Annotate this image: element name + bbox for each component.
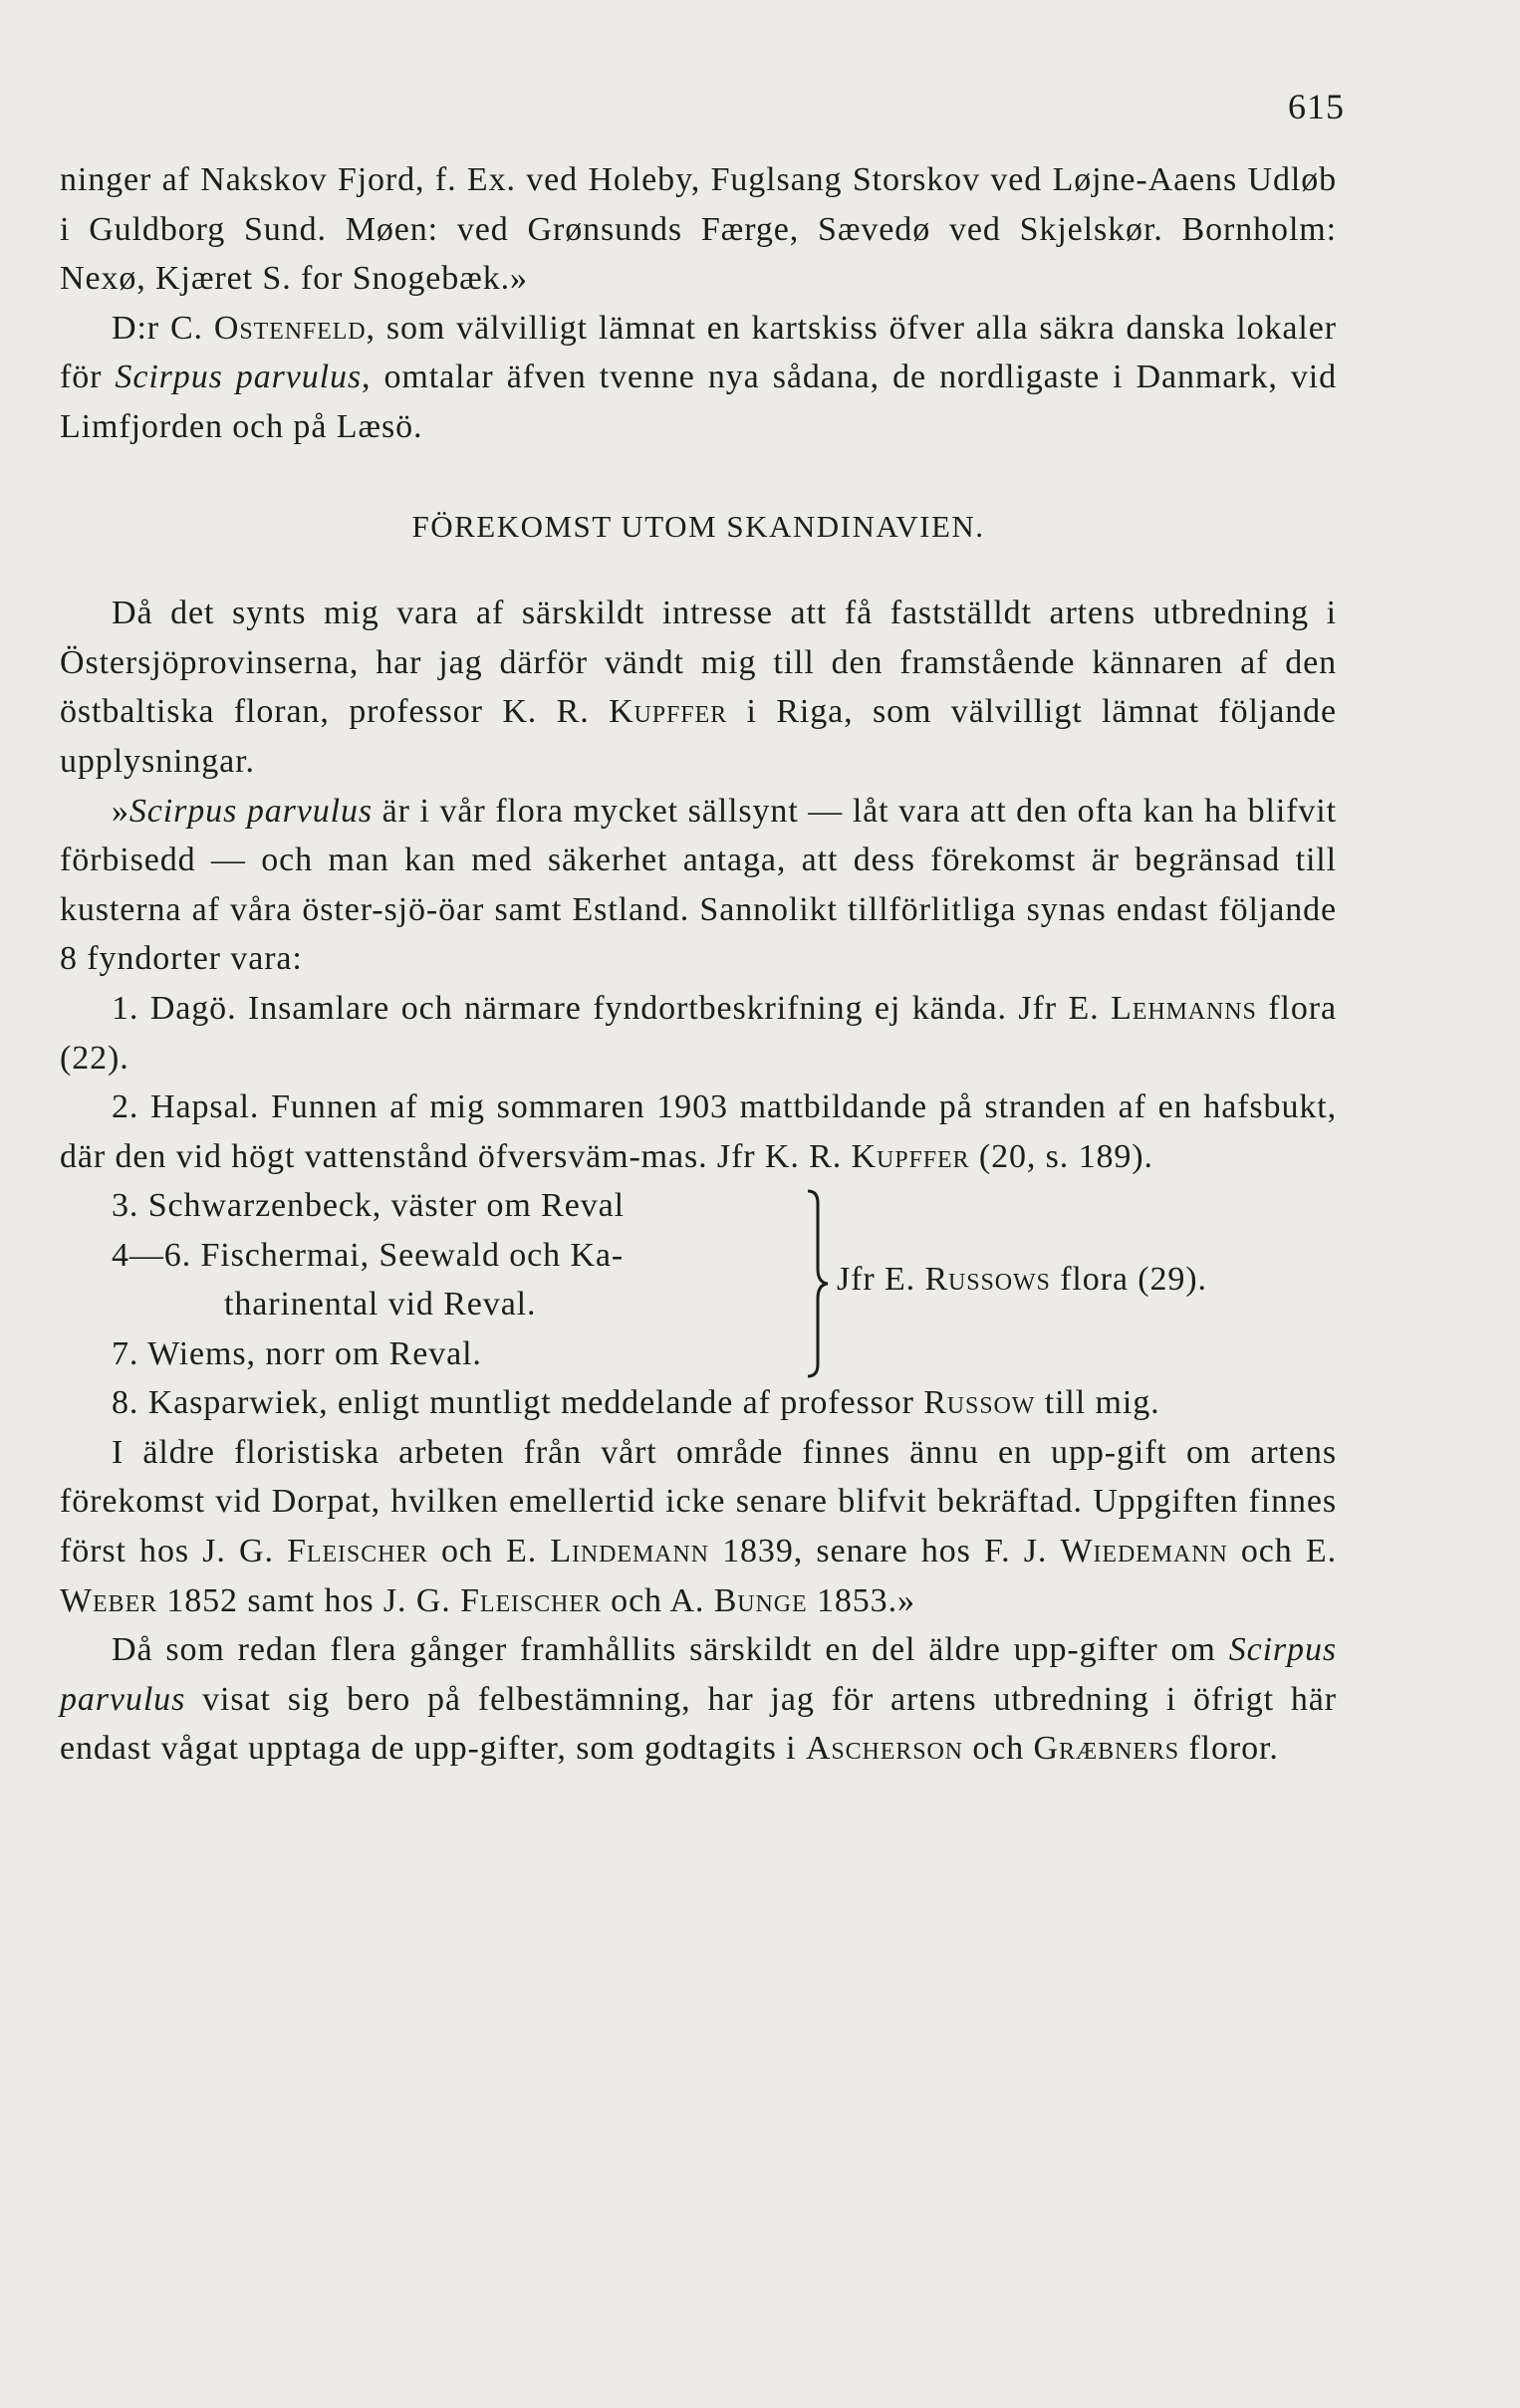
author-name: Kupffer — [851, 1137, 970, 1175]
reference-russow: Jfr E. Russows flora (29). — [837, 1261, 1207, 1299]
body-text — [60, 155, 1337, 1774]
paragraph-quote-start: »Scirpus parvulus är i vår flora mycket sällsynt — låt vara att den ofta kan ha blifvit förbisedd — och man kan med säkerhet antaga, att dess förekomst är begränsad till kusterna af våra öster-sjö-öar samt Estland. Sannolikt tillförlitliga synas endast följande 8 fyndorter vara: — [60, 792, 1337, 978]
author-name: Kupffer — [609, 693, 727, 731]
paragraph-dorpat: I äldre floristiska arbeten från vårt område finnes ännu en upp-gift om artens förekomst vid Dorpat, hvilken emellertid icke senare blifvit bekräftad. Uppgiften finnes först hos J. G. Fleischer och E. Lindemann 1839, senare hos F. J. Wiedemann och E. Weber 1852 samt hos J. G. Fleischer och A. Bunge 1853.» — [60, 1433, 1338, 1619]
author-name: Russow — [923, 1384, 1036, 1422]
species-name: Scirpus parvulus — [128, 792, 374, 830]
list-item-1: 1. Dagö. Insamlare och närmare fyndortbeskrifning ej kända. Jfr E. Lehmanns flora (22). — [60, 989, 1337, 1077]
list-item-7: 7. Wiems, norr om Reval. — [112, 1335, 482, 1373]
paragraph-conclusion: Då som redan flera gånger framhållits särskildt en del äldre upp-gifter om Scirpus parvulus visat sig bero på felbestämning, har jag för artens utbredning i öfrigt här endast vågat upptaga de upp-gifter, som godtagits i Ascherson och Græbners floror. — [60, 1631, 1337, 1768]
list-items-3-7-group — [60, 1181, 1337, 1378]
list-item-4-6-cont: tharinental vid Reval. — [224, 1286, 537, 1324]
species-name: Scirpus parvulus — [60, 1631, 1337, 1718]
right-brace-icon — [804, 1189, 834, 1378]
author-name: Lehmanns — [1111, 989, 1257, 1027]
list-item-2: 2. Hapsal. Funnen af mig sommaren 1903 mattbildande på stranden af en hafsbukt, där den vid högt vattenstånd öfversväm-mas. Jfr K. R. Kupffer (20, s. 189). — [60, 1088, 1337, 1175]
author-name: Russows — [924, 1261, 1051, 1299]
list-item-4-6: 4—6. Fischermai, Seewald och Ka- — [112, 1236, 625, 1274]
species-name: Scirpus parvulus — [115, 359, 362, 396]
author-name: Ostenfeld — [213, 309, 367, 347]
section-heading: FÖREKOMST UTOM SKANDINAVIEN. — [411, 508, 985, 544]
paragraph-ostenfeld: D:r C. Ostenfeld, som välvilligt lämnat en kartskiss öfver alla säkra danska lokaler för Scirpus parvulus, omtalar äfven tvenne nya sådana, de nordligaste i Danmark, vid Limfjorden och på Læsö. — [60, 309, 1337, 445]
paragraph-intro-baltic: Då det synts mig vara af särskildt intresse att få fastställdt artens utbredning i Östersjöprovinserna, har jag därför vändt mig till den framstående kännaren af den östbaltiska floran, professor K. R. Kupffer i Riga, som välvilligt lämnat följande upplysningar. — [60, 595, 1338, 780]
list-item-3: 3. Schwarzenbeck, väster om Reval — [112, 1187, 625, 1225]
list-item-8: 8. Kasparwiek, enligt muntligt meddelande af professor Russow till mig. — [112, 1384, 1160, 1422]
page-number: 615 — [1288, 87, 1345, 126]
paragraph-localities-denmark: ninger af Nakskov Fjord, f. Ex. ved Holeby, Fuglsang Storskov ved Løjne-Aaens Udløb i Guldborg Sund. Møen: ved Grønsunds Færge, Sævedø ved Skjelskør. Bornholm: Nexø, Kjæret S. for Snogebæk.» — [60, 161, 1337, 298]
